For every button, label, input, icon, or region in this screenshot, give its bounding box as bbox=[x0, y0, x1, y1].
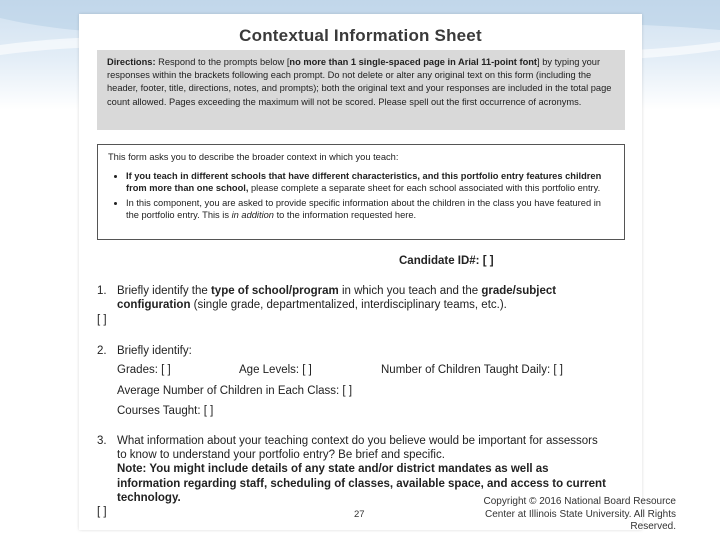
context-bullet-1 bbox=[126, 170, 614, 195]
copyright-line-1: Copyright © 2016 National Board Resource bbox=[483, 496, 676, 507]
average-children-field[interactable]: Average Number of Children in Each Class: [ ] bbox=[117, 385, 353, 397]
page-number: 27 bbox=[354, 509, 365, 520]
context-list bbox=[108, 170, 614, 222]
grades-field[interactable]: Grades: [ ] bbox=[117, 364, 171, 376]
sheet-title: Contextual Information Sheet bbox=[239, 26, 482, 45]
context-bullet-2-text-1: In this component, you are asked to provide specific information about the children in the class you have featured in the portfolio entry. This is bbox=[126, 197, 601, 221]
copyright-line-3: Reserved. bbox=[630, 521, 676, 533]
question-2-number: 2. bbox=[97, 345, 107, 357]
context-bullet-2-italic: in addition bbox=[231, 210, 274, 221]
question-3-answer-field[interactable]: [ ] bbox=[97, 506, 107, 518]
context-bullet-2-text-2: to the information requested here. bbox=[273, 210, 417, 221]
question-3-number: 3. bbox=[97, 435, 107, 447]
context-bullet-1-bold: If you teach in different schools that have different characteristics, and this portfolio entry features children from more than one school, bbox=[126, 170, 602, 194]
directions-box bbox=[97, 50, 625, 130]
question-3-note: Note: You might include details of any state and/or district mandates as well as information regarding staff, scheduling of classes, available space, and access to current technology. bbox=[117, 463, 606, 504]
question-1-answer-field[interactable]: [ ] bbox=[97, 314, 107, 326]
question-1-text: Briefly identify the type of school/program in which you teach and the grade/subject configuration (single grade, departmentalized, interdisciplinary teams, etc.). bbox=[117, 285, 557, 312]
document-page bbox=[79, 14, 642, 530]
question-3-text: What information about your teaching context do you believe would be important for assessors to know to understand your portfolio entry? Be brief and specific. bbox=[117, 435, 598, 462]
context-intro: This form asks you to describe the broader context in which you teach: bbox=[108, 152, 399, 162]
question-1 bbox=[97, 284, 617, 312]
question-2-text: Briefly identify: bbox=[117, 345, 192, 357]
question-1-number: 1. bbox=[97, 285, 107, 297]
directions-label: Directions: bbox=[107, 57, 156, 67]
copyright-line-2: Center at Illinois State University. All Rights bbox=[484, 508, 676, 520]
context-bullet-2 bbox=[126, 197, 614, 222]
courses-taught-field[interactable]: Courses Taught: [ ] bbox=[117, 405, 214, 417]
children-taught-daily-field[interactable]: Number of Children Taught Daily: [ ] bbox=[381, 364, 563, 376]
directions-limit: no more than 1 single-spaced page in Arial 11-point font bbox=[289, 57, 538, 67]
question-2 bbox=[97, 344, 617, 358]
question-3 bbox=[97, 434, 607, 505]
context-bullet-1-text: please complete a separate sheet for each school associated with this portfolio entry. bbox=[248, 183, 601, 194]
context-box bbox=[97, 144, 625, 240]
copyright-notice bbox=[416, 496, 676, 534]
directions-text-2: ] by typing your responses within the brackets following each prompt. Do not delete or alter any original text on this form (including the header, footer, title, directions, notes, and prompts); both the original text and your responses are included in the total page count allowed. Pages exceeding the maximum will not be scored. Please spell out the first occurrence of acronyms. bbox=[107, 57, 612, 107]
candidate-id-field[interactable]: Candidate ID#: [ ] bbox=[399, 255, 494, 267]
directions-text-1: Respond to the prompts below [ bbox=[155, 57, 290, 67]
age-levels-field[interactable]: Age Levels: [ ] bbox=[239, 364, 312, 376]
